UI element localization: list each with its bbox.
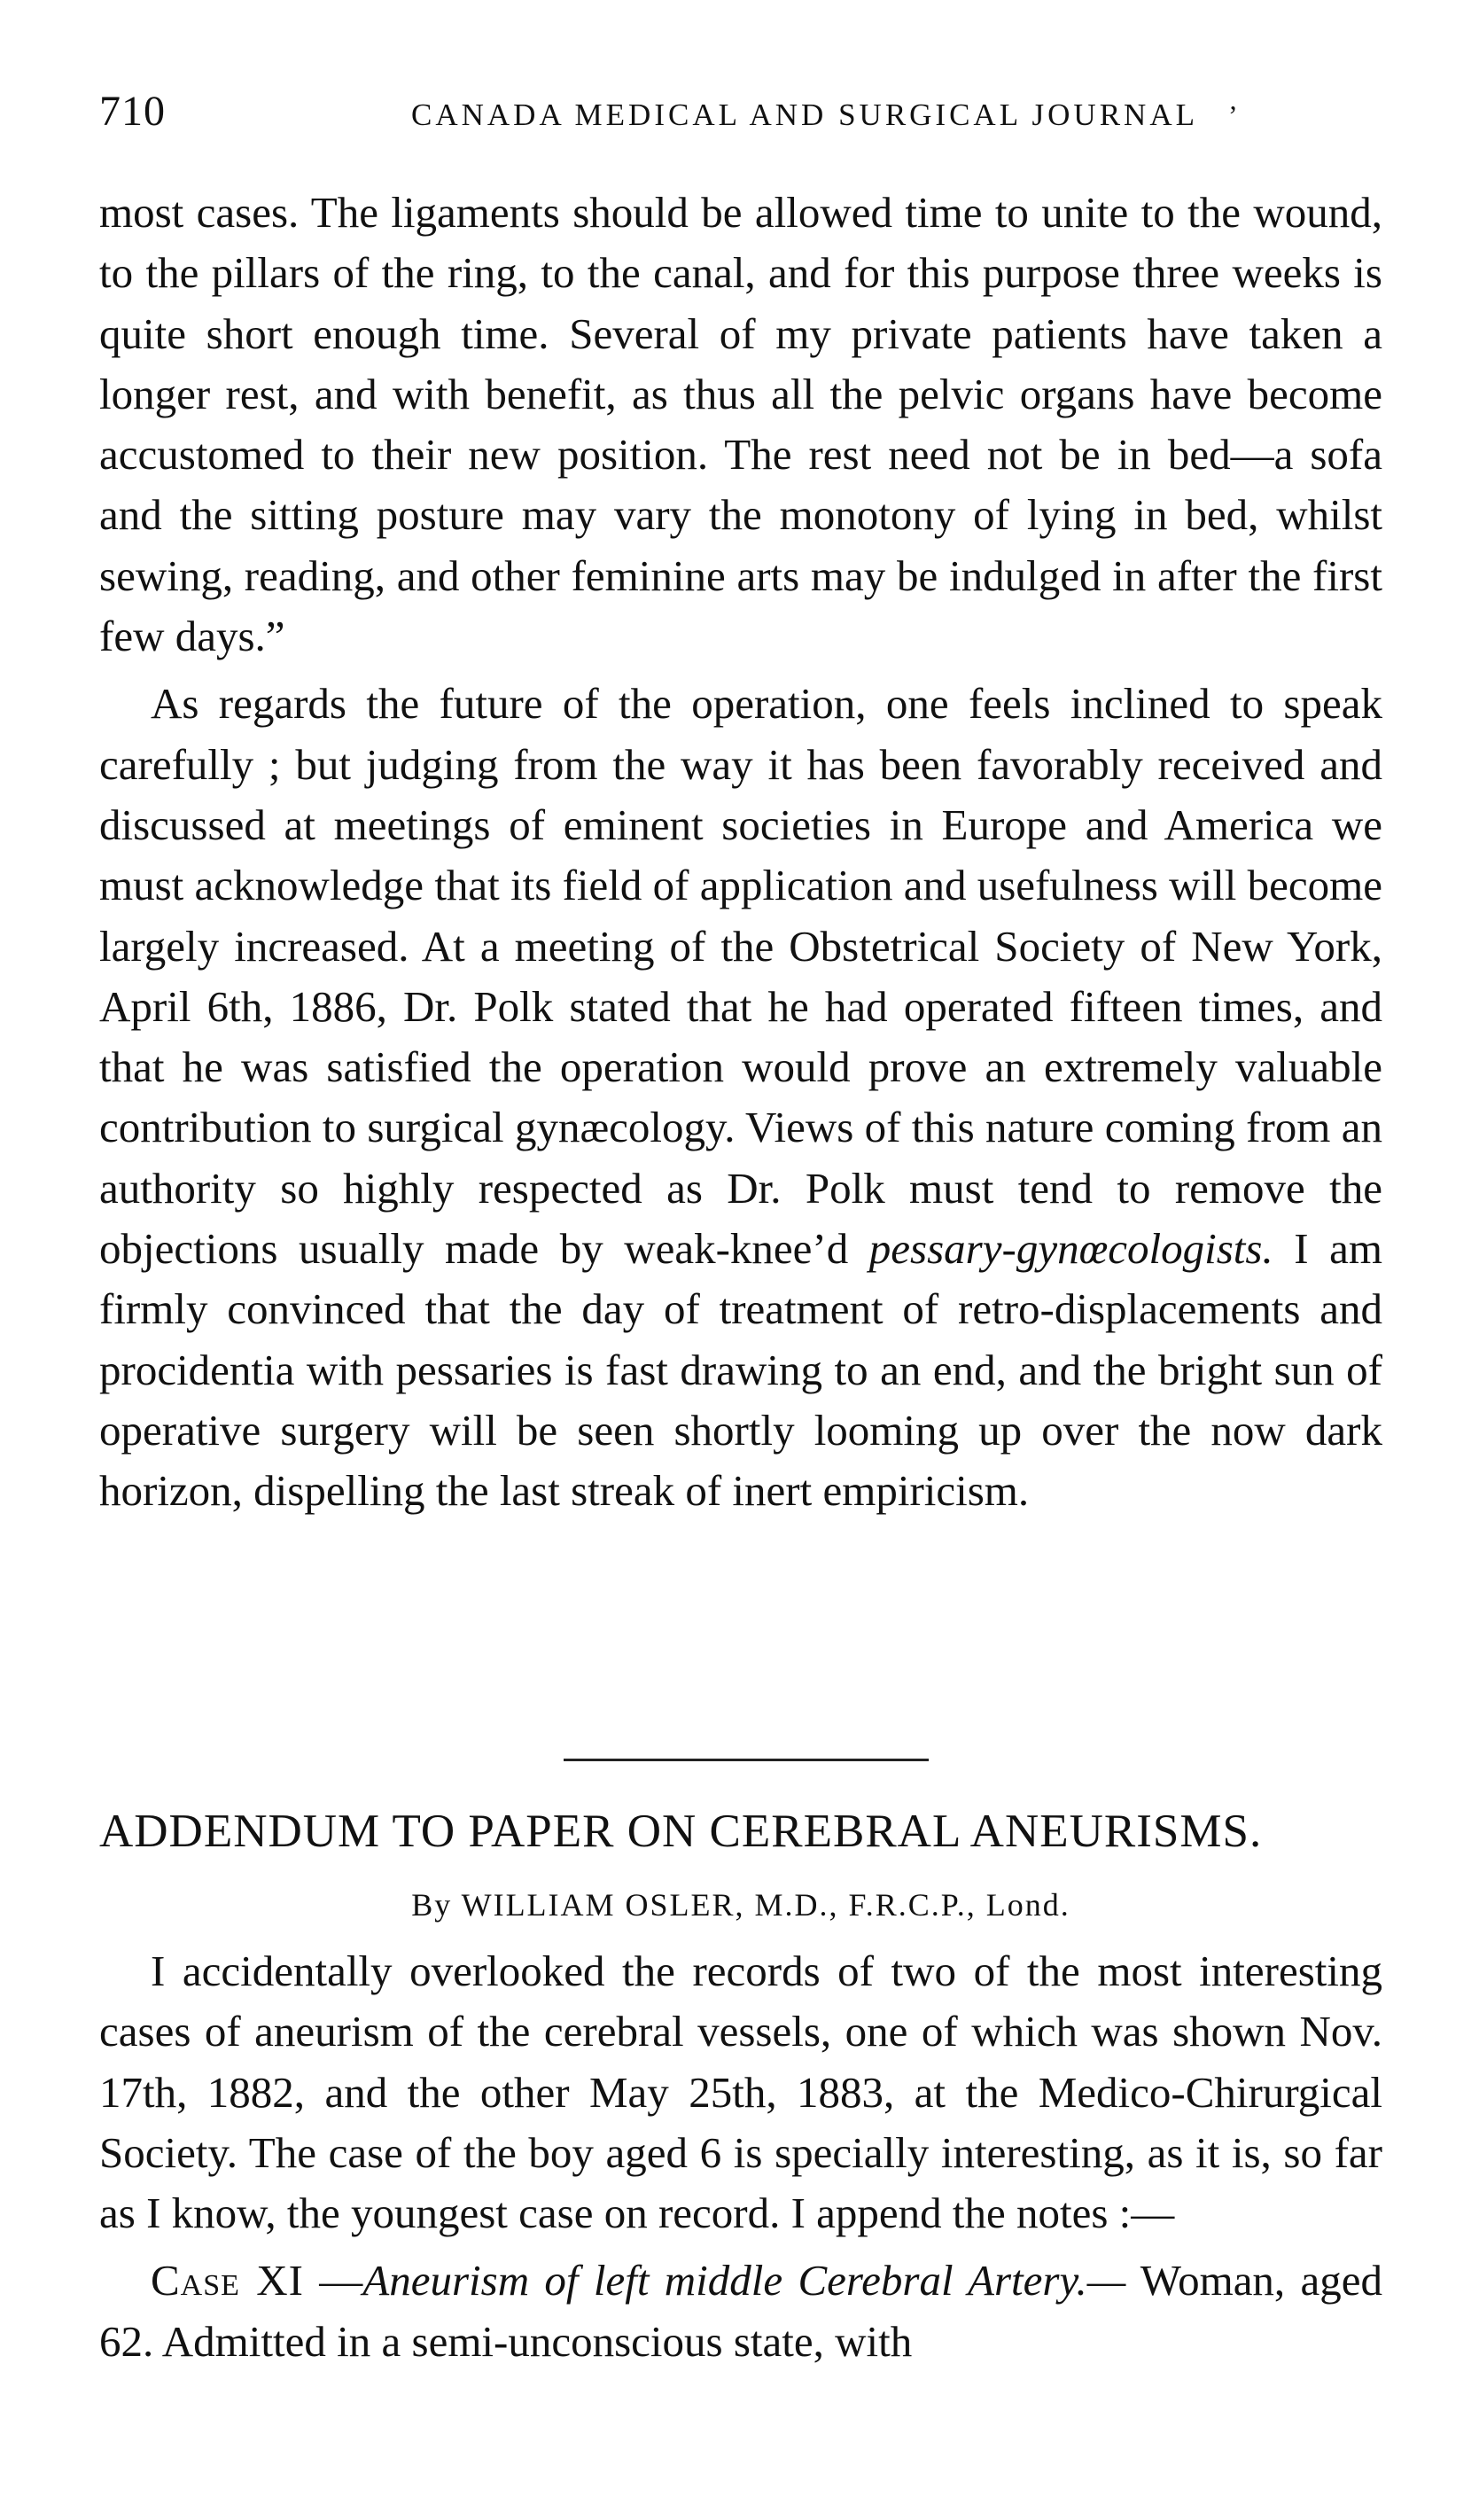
case-title: Aneurism of left middle Cerebral Artery.— [362,2256,1126,2305]
article-intro-paragraph: I accidentally overlooked the records of two of the most interesting cases of aneurism of the cerebral vessels, one of which was shown Nov. 17th, 1882, and the other May 25th, 1883, at the Medico-Chirurgical Society. The case of the boy aged 6 is specially interesting, as it is, so far as I know, the youngest case on record. I append the notes :— [99,1947,1382,2238]
paragraph-text-part-2: I am firmly convinced that the day of treatment of retro-displacements and procidentia with pessaries is fast drawing to an end, and the bright sun of operative surgery will be seen shortly looming up over the now dark horizon, dispelling the last streak of inert empiricism. [99,1224,1382,1516]
paragraph-italic-term: pessary-gynœcologists. [868,1224,1273,1274]
header-mark: ’ [1228,99,1238,131]
paragraph-continued: most cases. The ligaments should be allowed time to unite to the wound, to the pillars of the ring, to the canal, and for this purpose three weeks is quite short enough time. Several of my private patients have taken a longer rest, and with benefit, as thus all the pelvic organs have become accustomed to their new position. The rest need not be in bed—a sofa and the sitting posture may vary the monotony of lying in bed, whilst sewing, reading, and other feminine arts may be indulged in after the first few days.” [99,188,1382,661]
paragraph-future-of-operation [99,674,1382,1521]
article-byline: By WILLIAM OSLER, M.D., F.R.C.P., Lond. [411,1887,1070,1923]
paragraph-text-part-1: As regards the future of the operation, one feels inclined to speak carefully ; but judging from the way it has been favorably received and discussed at meetings of eminent societies in Europe and America we must acknowledge that its field of application and usefulness will become largely increased. At a meeting of the Obstetrical Society of New York, April 6th, 1886, Dr. Polk stated that he had operated fifteen times, and that he was satisfied the operation would prove an extremely valuable contribution to surgical gynæcology. Views of this nature coming from an authority so highly respected as Dr. Polk must tend to remove the objections usually made by weak-knee’d [99,679,1382,1274]
section-divider [564,1759,929,1761]
article-title: ADDENDUM TO PAPER ON CEREBRAL ANEURISMS. [99,1806,1263,1857]
case-text: Woman, aged 62. Admitted in a semi-unconscious state, with [99,2256,1383,2366]
continued-article-text [99,183,1382,1522]
case-dash: — [303,2256,363,2305]
running-head [99,87,1393,136]
case-label: Case XI [151,2256,304,2305]
journal-title: CANADA MEDICAL AND SURGICAL JOURNAL [411,98,1198,132]
case-paragraph [99,2251,1382,2372]
page-number: 710 [99,88,166,135]
article-body [99,1941,1382,2372]
